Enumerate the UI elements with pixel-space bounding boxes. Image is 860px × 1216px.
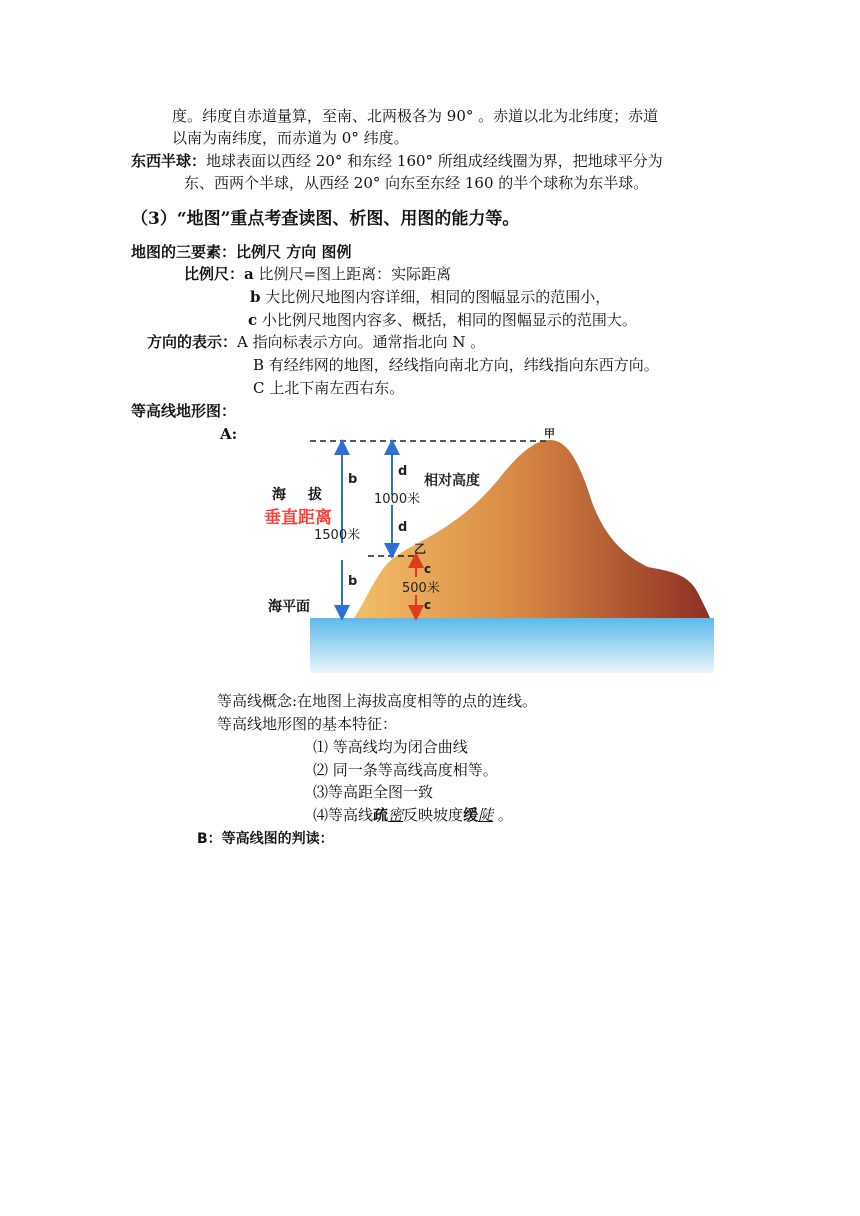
scale-line-b [250,286,610,308]
hemisphere-line-2: 东、西两个半球，从西经 20° 向东至东经 160 的半个球称为东半球。 [184,174,649,192]
altitude-diagram [258,425,714,673]
scale-line-c [248,309,637,331]
direction-line-b: B 有经纬网的地图，经线指向南北方向，纬线指向东西方向。 [253,356,659,374]
sea-level-label: 海平面 [268,599,310,615]
f4-mi: 密 [388,806,404,824]
saddle-label: 乙 [414,542,427,556]
hemisphere-text-1: 地球表面以西经 20° 和东经 160° 所组成经线圈为界，把地球平分为 [206,152,663,170]
m1500-label: 1500米 [314,528,361,543]
b-label-bottom: b [348,574,358,589]
scale-b-text: 大比例尺地图内容详细，相同的图幅显示的范围小， [260,288,611,306]
contour-part-a: A: [220,425,238,443]
d-label-bottom: d [398,520,408,535]
direction-label: 方向的表示： [147,333,238,351]
section-3-heading: （3）“地图”重点考查读图、析图、用图的能力等。 [131,209,520,229]
scale-b-key: b [250,288,261,306]
latitude-line-1: 度。纬度自赤道量算，至南、北两极各为 90° 。赤道以北为北纬度；赤道 [172,107,659,125]
latitude-line-2: 以南为南纬度，而赤道为 0° 纬度。 [172,129,409,147]
contour-concept: 等高线概念:在地图上海拔高度相等的点的连线。 [217,692,538,710]
f4-huan: 缓 [463,806,479,824]
f4-mid: 反映坡度 [403,806,464,824]
scale-label: 比例尺： [184,265,245,283]
contour-feature-1: ⑴ 等高线均为闭合曲线 [313,738,468,756]
f4-dou: 陡 [478,806,494,824]
contour-title: 等高线地形图： [131,402,237,420]
direction-line-c: C 上北下南左西右东。 [253,379,405,397]
haiba-char-1: 海 [272,487,286,503]
hemisphere-line-1 [131,150,663,172]
scale-c-text: 小比例尺地图内容多、概括，相同的图幅显示的范围大。 [257,311,637,329]
scale-a-text: 比例尺=图上距离：实际距离 [253,265,452,283]
b-label-top: b [348,472,358,487]
scale-line-a [184,263,451,285]
scale-c-key: c [248,311,258,329]
contour-features-title: 等高线地形图的基本特征： [217,715,398,733]
d-label-top: d [398,464,408,479]
c-label-bottom: c [424,598,432,612]
contour-feature-4 [313,804,513,826]
contour-part-b: B：等高线图的判读： [197,831,334,847]
direction-a-text: A 指向标表示方向。通常指北向 N 。 [237,333,486,351]
vertical-distance-label: 垂直距离 [264,508,332,528]
sea-area [310,618,714,673]
contour-feature-2: ⑵ 同一条等高线高度相等。 [313,761,498,779]
contour-feature-3: ⑶等高距全图一致 [313,783,434,801]
f4-end: 。 [493,806,513,824]
m1000-label: 1000米 [374,492,421,507]
f4-shu: 疏 [373,806,389,824]
scale-a-key: a [244,265,254,283]
m500-label: 500米 [402,581,440,596]
relative-height-label: 相对高度 [424,473,480,489]
peak-label: 甲 [544,427,555,440]
hemisphere-label: 东西半球： [131,152,207,170]
c-label-top: c [424,562,432,576]
haiba-char-2: 拔 [308,487,322,503]
direction-line-a [147,331,485,353]
map-elements-title: 地图的三要素：比例尺 方向 图例 [131,243,352,261]
f4-pre: ⑷等高线 [313,806,374,824]
